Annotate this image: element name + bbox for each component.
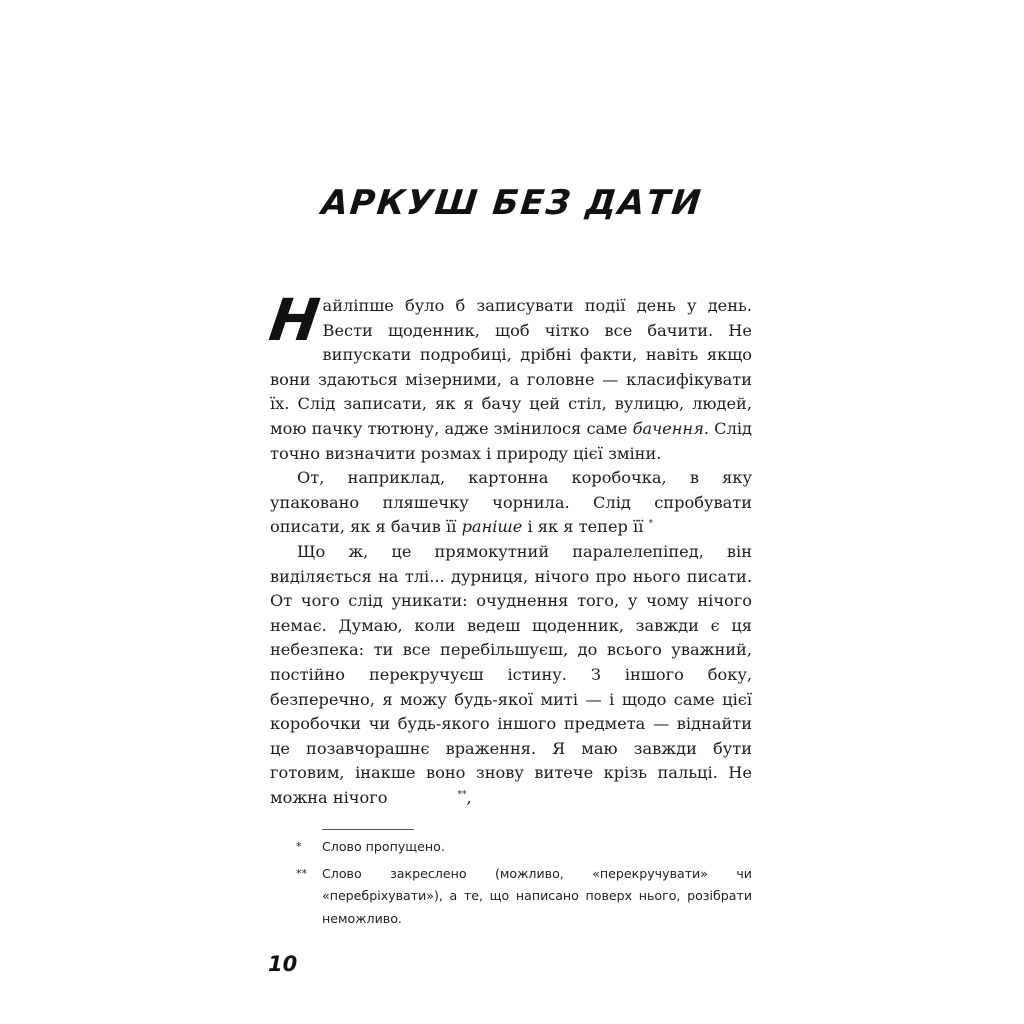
footnote-text: Слово пропущено. — [322, 839, 445, 854]
paragraph-text: айліпше було б записувати події день у день. Вести щоденник, щоб чітко все бачити. Не випускати подробиці, дрібні факти, навіть якщо вони здаються мізерними, а головне — класифікувати їх. Слід записати, як я бачу цей стіл, вулицю, людей, мою пачку тютюну, адже змінилося саме — [270, 296, 752, 438]
emphasis-text: раніше — [461, 517, 523, 537]
paragraph-1 — [265, 286, 752, 466]
paragraph-text: , — [466, 787, 472, 807]
footnotes — [296, 836, 752, 934]
page-number: 10 — [268, 952, 298, 976]
paragraph-text: Що ж, це прямокутний паралелепіпед, він виділяється на тлі... дурниця, нічого про нього писати. От чого слід уникати: очуднення того, у чому нічого немає. Думаю, коли ведеш щоденник, завжди є ця небезпека: ти все перебільшуєш, до всього уважний, постійно перекручуєш істину. З іншого боку, безперечно, я можу будь-якої миті — і щодо саме цієї коробочки чи будь-якого іншого предмета — віднайти це позавчорашнє враження. Я маю завжди бути готовим, інакше воно знову витече крізь пальці. Не можна нічого — [270, 541, 752, 807]
footnote-text: Слово закреслено (можливо, «перекручувати» чи «перебріхувати»), а те, що написано поверх нього, розібрати неможливо. — [322, 865, 752, 926]
body-text — [265, 286, 752, 810]
chapter-title: АРКУШ БЕЗ ДАТИ — [319, 182, 705, 223]
paragraph-text: От, наприклад, картонна коробочка, в яку упаковано пляшечку чорнила. Слід спробувати описати, як я бачив її — [270, 468, 752, 537]
footnote-item — [296, 863, 752, 931]
drop-cap: Н — [265, 286, 324, 354]
paragraph-2 — [270, 466, 752, 540]
footnote-reference: ** — [457, 789, 467, 800]
footnote-item — [296, 836, 752, 859]
paragraph-3 — [270, 540, 752, 811]
footnote-divider — [322, 829, 414, 830]
emphasis-text: бачення — [632, 418, 704, 438]
footnote-mark: ** — [296, 866, 307, 880]
paragraph-text: . Слід точно визначити розмах і природу цієї зміни. — [270, 418, 752, 463]
footnote-reference: * — [648, 519, 654, 530]
paragraph-text: і як я тепер її — [522, 517, 649, 537]
footnote-mark: * — [296, 840, 302, 853]
